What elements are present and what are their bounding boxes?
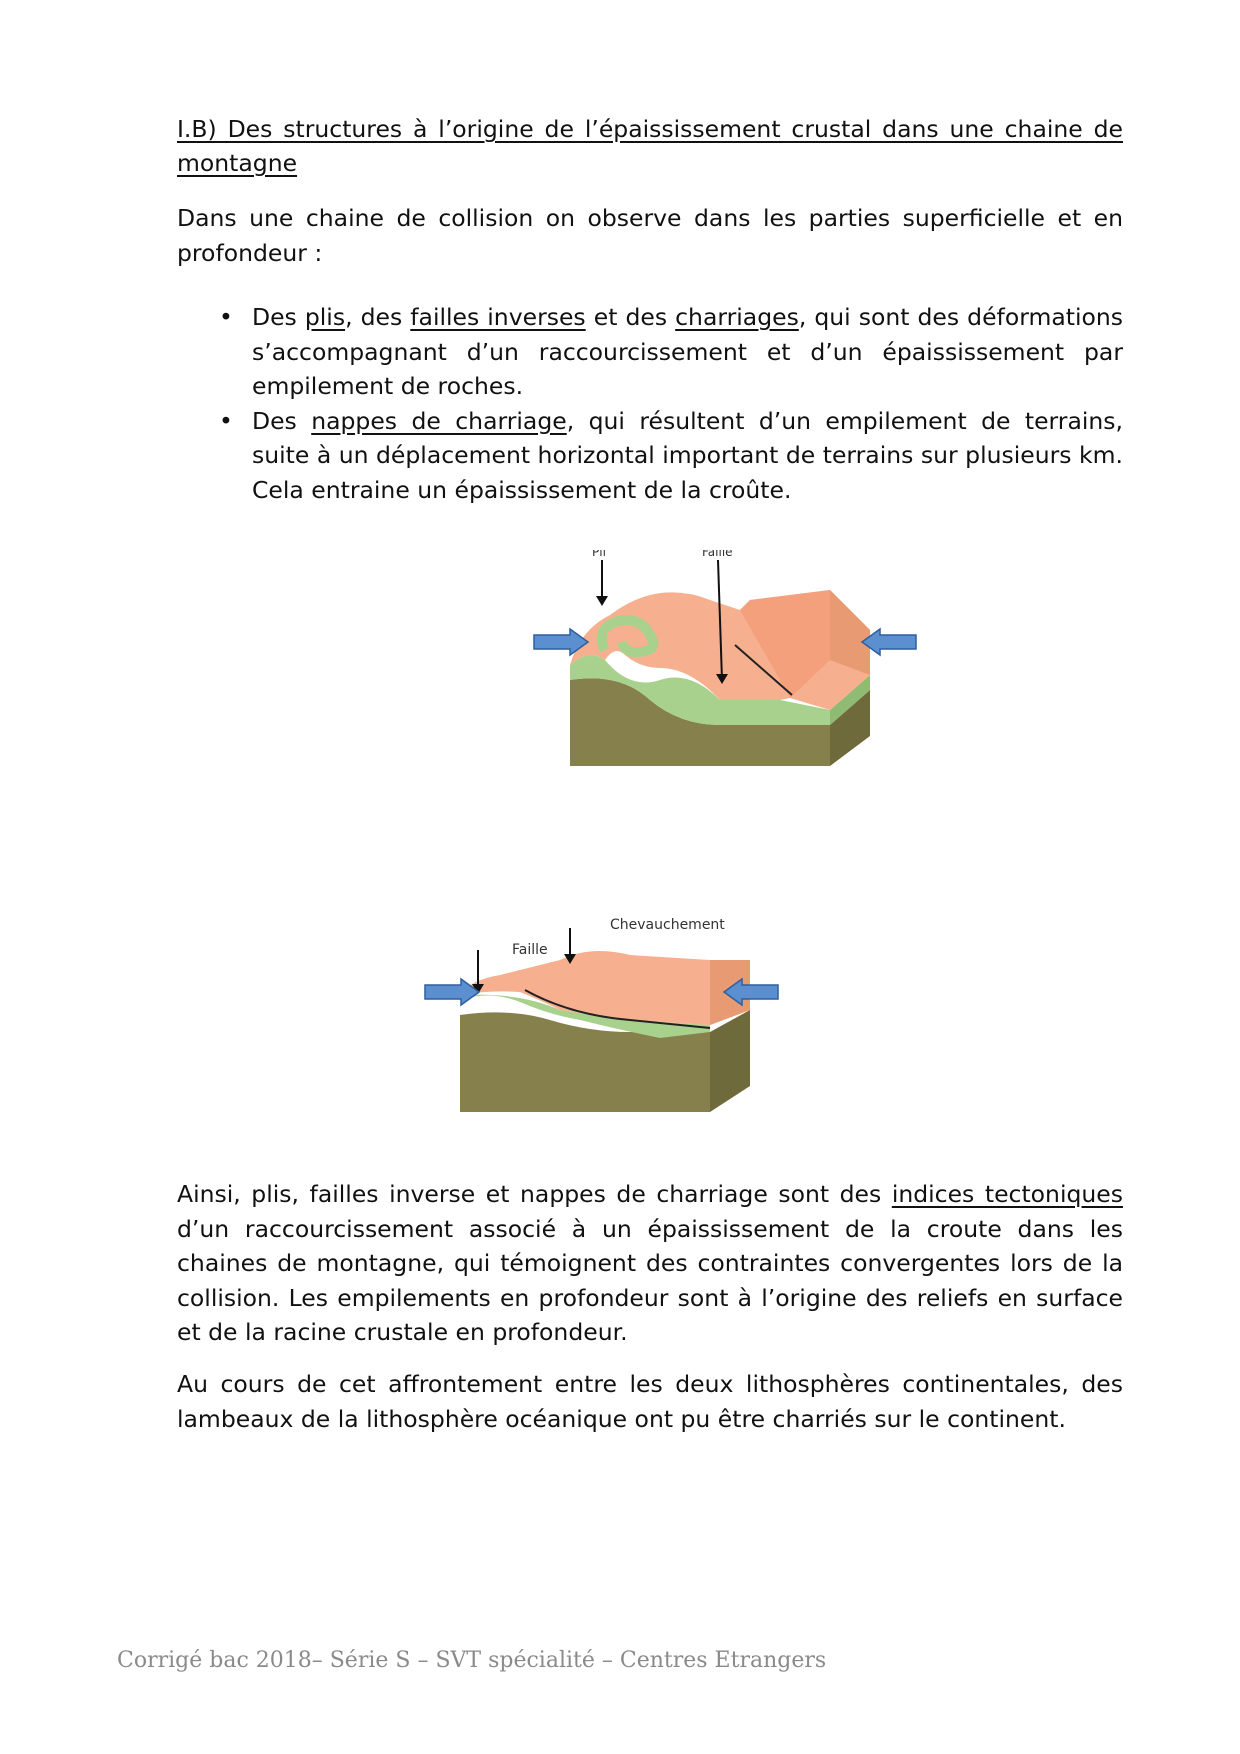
bullet-list bbox=[177, 300, 1123, 507]
label-faille: Faille bbox=[702, 550, 733, 559]
compression-arrow-left-1 bbox=[532, 627, 592, 657]
compression-arrow-right-1 bbox=[858, 627, 918, 657]
intro-paragraph: Dans une chaine de collision on observe dans les parties superficielle et en profondeur : bbox=[177, 204, 1123, 267]
conclusion-paragraph: Ainsi, plis, failles inverse et nappes de charriage sont des indices tectoniques d’un raccourcissement associé à un épaississement de la croute dans les chaines de montagne, qui témoignent des contraintes convergentes lors de la collision. Les empilements en profondeur sont à l’origine des reliefs en surface et de la racine crustale en profondeur. bbox=[177, 1180, 1123, 1346]
term-indices-tectoniques: indices tectoniques bbox=[891, 1180, 1123, 1208]
label-pli: Pli bbox=[592, 550, 606, 559]
bullet-dot: • bbox=[219, 303, 233, 331]
term-plis: plis bbox=[304, 303, 346, 331]
bullet-dot: • bbox=[219, 406, 233, 435]
thrust-diagram bbox=[430, 920, 810, 1120]
final-paragraph: Au cours de cet affrontement entre les deux lithosphères continentales, des lambeaux de la lithosphère océanique ont pu être charriés sur le continent. bbox=[177, 1370, 1123, 1433]
fold-fault-diagram bbox=[530, 550, 930, 780]
section-heading: I.B) Des structures à l’origine de l’épaississement crustal dans une chaine de montagne bbox=[177, 115, 1123, 177]
term-nappes-de-charriage: nappes de charriage bbox=[311, 406, 567, 435]
pli-pointer-head bbox=[596, 596, 608, 606]
term-charriages: charriages bbox=[675, 303, 799, 331]
term-failles-inverses: failles inverses bbox=[410, 303, 586, 331]
figure-fold-fault bbox=[530, 550, 930, 780]
compression-arrow-left-2 bbox=[423, 977, 483, 1007]
label-chevauchement: Chevauchement bbox=[610, 917, 725, 933]
bullet-item-plis: • Des plis, des failles inverses et des charriages, qui sont des déformations s’accompagnant d’un raccourcissement et d’un épaississement par empilement de roches. bbox=[177, 300, 1123, 404]
compression-arrow-right-2 bbox=[720, 977, 780, 1007]
figure-thrust bbox=[430, 920, 810, 1120]
bullet-item-nappes: • Des nappes de charriage, qui résultent d’un empilement de terrains, suite à un déplacement horizontal important de terrains sur plusieurs km. Cela entraine un épaississement de la croûte. bbox=[177, 404, 1123, 508]
label-faille-2: Faille bbox=[512, 942, 548, 958]
page-content bbox=[177, 112, 1123, 507]
basement-side-2 bbox=[710, 1010, 750, 1112]
page-footer: Corrigé bac 2018– Série S – SVT spécialité – Centres Etrangers bbox=[117, 1648, 827, 1673]
